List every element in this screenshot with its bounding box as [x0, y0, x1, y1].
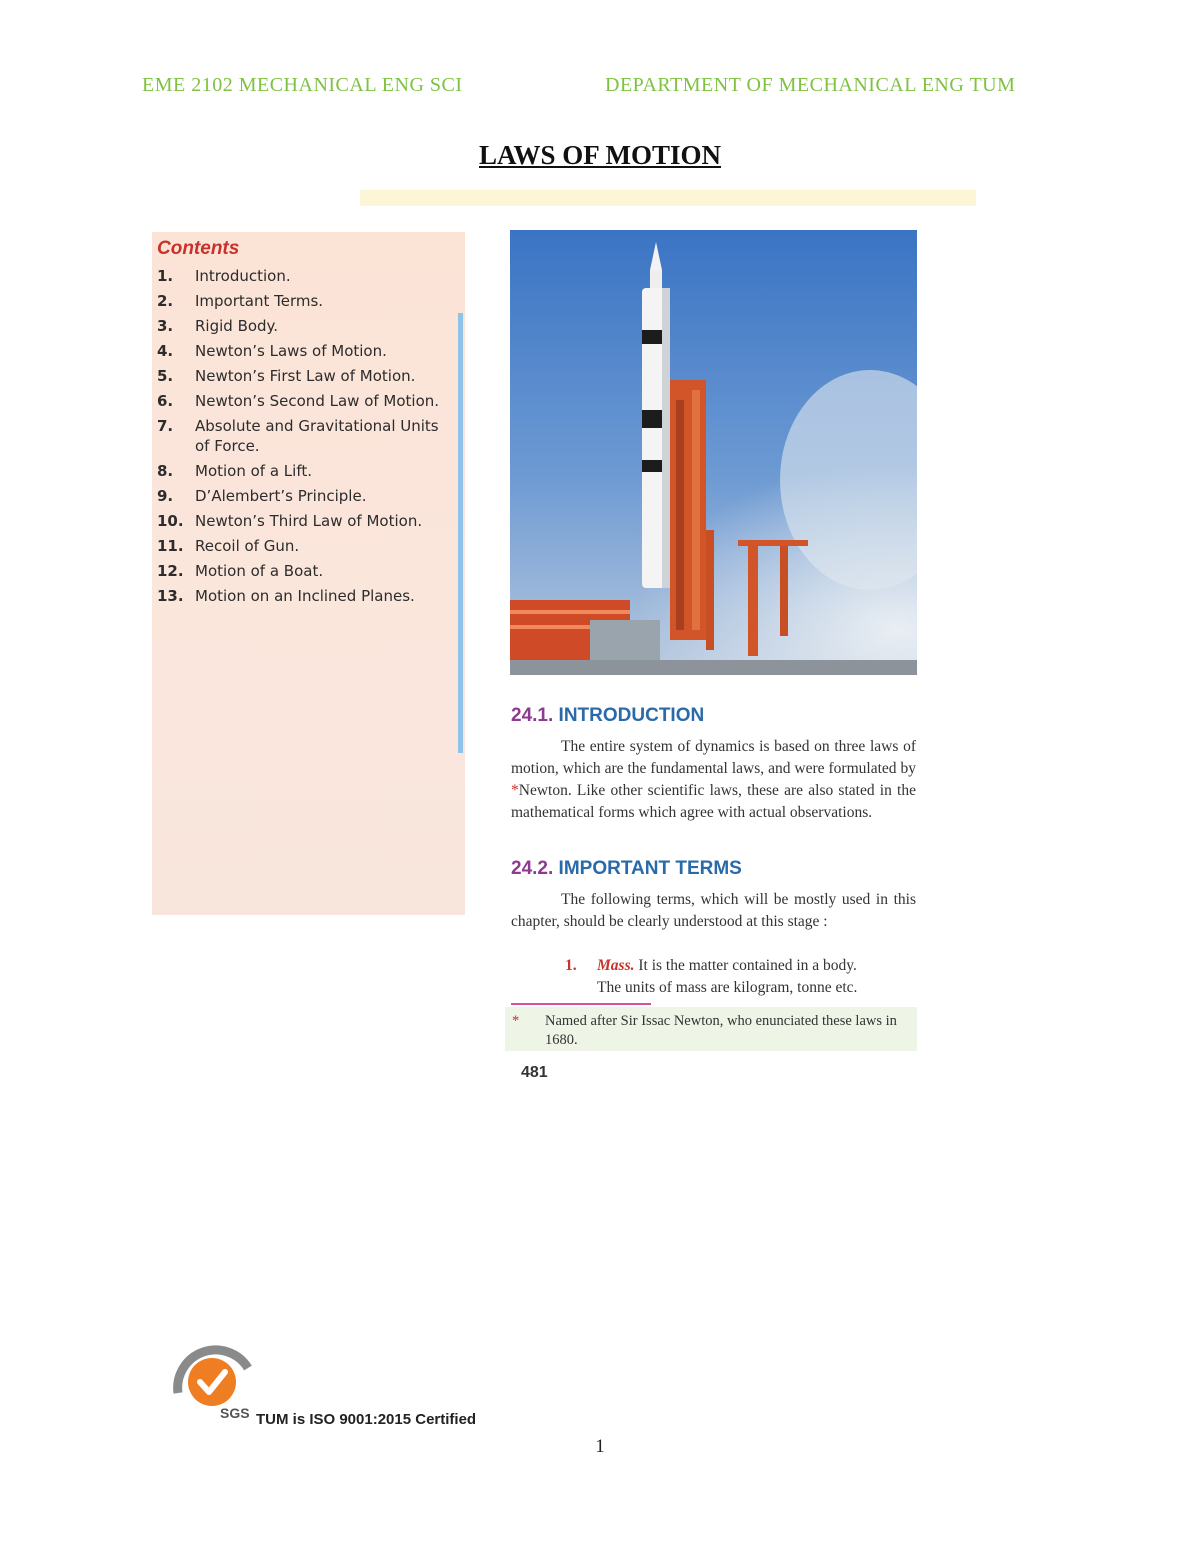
- footnote: [505, 1007, 917, 1051]
- contents-item-number: 10.: [157, 512, 184, 530]
- document-title: LAWS OF MOTION: [478, 140, 722, 170]
- contents-item-text: Newton’s Laws of Motion.: [195, 342, 387, 360]
- important-terms-paragraph: The following terms, which will be mostly used in this chapter, should be clearly understood at this stage :: [511, 891, 916, 930]
- footnote-marker: *: [511, 782, 519, 799]
- contents-item: [157, 366, 447, 386]
- contents-item-number: 2.: [157, 292, 174, 310]
- section-number: 24.2.: [511, 858, 554, 879]
- contents-item: [157, 561, 447, 581]
- contents-item-text: D’Alembert’s Principle.: [195, 487, 367, 505]
- footnote-divider: [511, 1003, 651, 1005]
- contents-item-text: Motion of a Lift.: [195, 462, 312, 480]
- contents-item-text: Recoil of Gun.: [195, 537, 300, 555]
- contents-item-number: 12.: [157, 562, 184, 580]
- contents-title: Contents: [157, 238, 240, 259]
- iso-certification-text: TUM is ISO 9001:2015 Certified: [256, 1411, 477, 1428]
- contents-item: [157, 536, 447, 556]
- contents-item-number: 7.: [157, 417, 174, 435]
- contents-item: [157, 416, 447, 456]
- contents-item: [157, 391, 447, 411]
- section-number: 24.1.: [511, 705, 554, 726]
- contents-item-number: 5.: [157, 367, 174, 385]
- logo-text: SGS: [220, 1405, 250, 1421]
- contents-item-number: 6.: [157, 392, 174, 410]
- rocket-launch-image: [510, 230, 917, 675]
- book-page-number: 481: [521, 1064, 548, 1081]
- contents-item-number: 13.: [157, 587, 184, 605]
- sgs-certification-logo: [170, 1338, 260, 1424]
- contents-item-number: 9.: [157, 487, 174, 505]
- contents-item-text: Newton’s Second Law of Motion.: [195, 392, 440, 410]
- contents-item-number: 1.: [157, 267, 174, 285]
- contents-item-text: Newton’s First Law of Motion.: [195, 367, 416, 385]
- contents-list: [157, 266, 447, 611]
- contents-item-text: Introduction.: [195, 267, 291, 285]
- contents-item: [157, 511, 447, 531]
- introduction-paragraph: The entire system of dynamics is based on three laws of motion, which are the fundamental laws, and were formulated by *Newton. Like other scientific laws, these are also stated in the mathematical forms which agree with actual observations.: [511, 738, 916, 821]
- section-heading-important-terms: [511, 858, 742, 880]
- contents-item: [157, 266, 447, 286]
- contents-item-text: Absolute and Gravitational Units of Force.: [195, 417, 439, 455]
- contents-item: [157, 291, 447, 311]
- contents-stripe: [458, 313, 463, 753]
- contents-item: [157, 586, 447, 606]
- section-heading-introduction: [511, 705, 704, 727]
- page-number: 1: [595, 1436, 605, 1457]
- contents-item: [157, 341, 447, 361]
- contents-item: [157, 486, 447, 506]
- contents-item-text: Motion of a Boat.: [195, 562, 324, 580]
- contents-item-number: 8.: [157, 462, 174, 480]
- contents-item-number: 11.: [157, 537, 184, 555]
- footnote-star: *: [512, 1013, 520, 1029]
- contents-item-text: Rigid Body.: [195, 317, 279, 335]
- contents-item-text: Newton’s Third Law of Motion.: [195, 512, 423, 530]
- contents-item-number: 4.: [157, 342, 174, 360]
- contents-item: [157, 461, 447, 481]
- contents-item-text: Motion on an Inclined Planes.: [195, 587, 415, 605]
- contents-item-text: Important Terms.: [195, 292, 324, 310]
- section-title: IMPORTANT TERMS: [558, 858, 742, 879]
- contents-item: [157, 316, 447, 336]
- section-title: INTRODUCTION: [558, 705, 705, 726]
- title-highlight-bar: [360, 190, 976, 206]
- header-right: DEPARTMENT OF MECHANICAL ENG TUM: [605, 74, 1016, 96]
- term-label: Mass.: [597, 957, 635, 974]
- header-left: EME 2102 MECHANICAL ENG SCI: [142, 74, 463, 96]
- term-mass: 1. Mass. It is the matter contained in a body. The units of mass are kilogram, tonne etc.: [565, 957, 858, 996]
- contents-item-number: 3.: [157, 317, 174, 335]
- footnote-text: Named after Sir Issac Newton, who enunciated these laws in 1680.: [545, 1013, 897, 1048]
